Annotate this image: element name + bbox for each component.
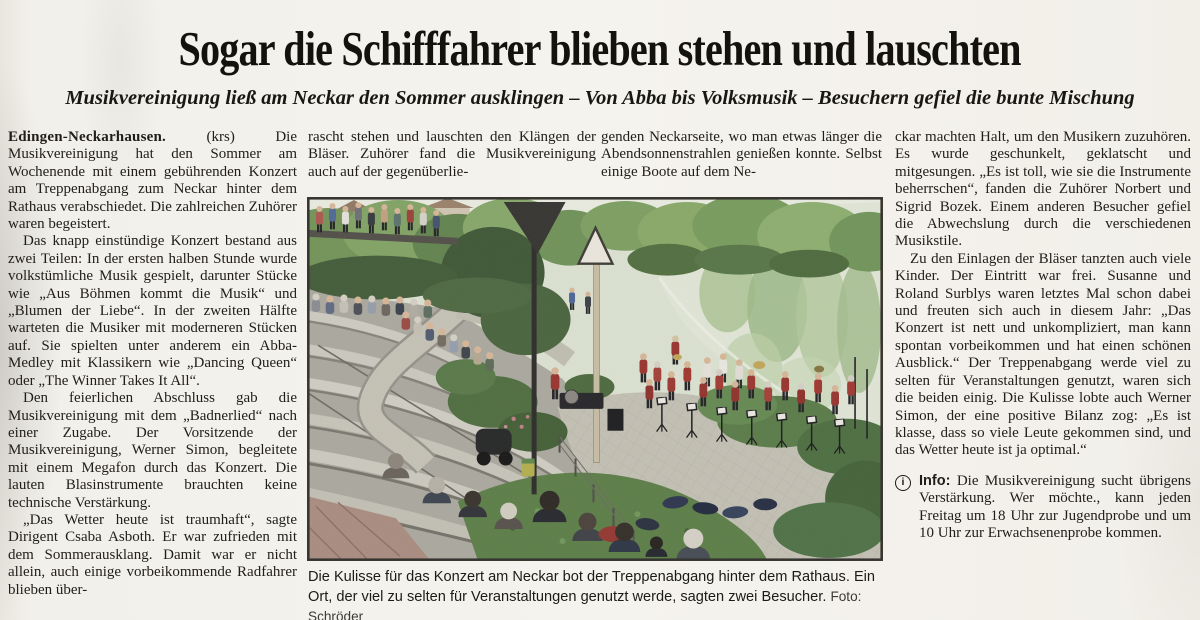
headline: Sogar die Schifffahrer blieben stehen und lauschten (178, 21, 1022, 76)
paragraph: ckar machten Halt, um den Musikern zuzuhören. Es wurde geschunkelt, geklatscht und mitgesungen. „Es ist toll, wie sie die Instrumente beherrschen“, fanden die Zuhörer Norbert und Sigrid Bozek. Einem anderen Besucher gefiel die Abwechslung durch die verschiedenen Musikstile. (895, 129, 1191, 250)
info-text: Info: Die Musikvereinigung sucht übrigens Verstärkung. Wer möchte., kann jeden Freitag um 18 Uhr zur Jugendprobe und um 10 Uhr zur Erwachsenenprobe kommen. (919, 472, 1191, 541)
paragraph: Den feierlichen Abschluss gab die Musikvereinigung mit dem „Badnerlied“ nach einer Zugabe. Der Vorsitzende der Musikvereinigung, Werner Simon, begleitete mit einem Megafon durch das Konzert. Die lauten Blasinstrumente brauchten keine technische Verstärkung. (8, 390, 297, 511)
caption-text: Die Kulisse für das Konzert am Neckar bot der Treppenabgang hinter dem Rathaus. Ein Ort, der viel zu selten für Veranstaltungen genutzt werde, sagten zwei Besucher. (308, 569, 876, 605)
concert-photo-illustration (308, 198, 882, 560)
paragraph-text: Die Musikvereinigung hat den Sommer am Wochenende mit einem gebührenden Konzert am Treppenabgang zum Neckar hinter dem Rathaus verabschiedet. Die zahlreichen Zuhörer waren begeistert. (8, 129, 298, 233)
article-column-1 (8, 129, 297, 599)
paragraph (8, 129, 297, 233)
dateline-code: (krs) (206, 129, 235, 145)
photo-credit: Foto: Schröder (308, 589, 862, 620)
paragraph: Das knapp einstündige Konzert bestand aus zwei Teilen: In der ersten halben Stunde wurde volkstümliche Musik gespielt, darunter Stücke wie „Aus Böhmen kommt die Musik“ und „Blumen der Liebe“. In der zweiten Hälfte warteten die Musiker mit moderneren Stücken auf. Sie spielten unter anderem ein Abba-Medley mit Klassikern wie „Dancing Queen“ oder „The Winner Takes It All“. (8, 233, 297, 389)
paragraph: rascht stehen und lauschten den Klängen der Bläser. Zuhörer fand die Musikvereinigung auch auf der gegenüberlie- (308, 129, 596, 180)
article-column-2 (308, 129, 596, 181)
photo-caption (308, 568, 892, 620)
paragraph: „Das Wetter heute ist traumhaft“, sagte Dirigent Csaba Asboth. Er war zufrieden mit dem Sommerausklang. Damit war er nicht allein, auch einige vorbeikommende Radfahrer blieben über- (8, 511, 297, 598)
halftone-grain (308, 198, 882, 560)
info-box (895, 473, 1191, 543)
paragraph: genden Neckarseite, wo man etwas länger die Abendsonnenstrahlen genießen konnte. Selbst einige Boote auf dem Ne- (601, 129, 882, 180)
info-label: Info: (919, 472, 951, 489)
concert-photo (307, 197, 883, 561)
info-icon: i (895, 475, 911, 491)
article-column-4 (895, 129, 1191, 542)
article-column-3 (601, 129, 882, 181)
subheadline: Musikvereinigung ließ am Neckar den Sommer ausklingen – Von Abba bis Volksmusik – Besuchern gefiel die bunte Mischung (65, 87, 1135, 109)
paragraph: Zu den Einlagen der Bläser tanzten auch viele Kinder. Der Eintritt war frei. Susanne und Roland Surblys waren letztes Mal schon dabei und freuten sich auch in diesem Jahr: „Das Konzert ist nett und unkompliziert, man kann spontan vorbeikommen und hat einen schönen Ausblick.“ Der Treppenabgang werde viel zu selten für Veranstaltungen genutzt, waren sich die beiden einig. Die Kulisse lobte auch Werner Simon, der eine positive Bilanz zog: „Es ist klasse, dass so viele Leute gekommen sind, und das Wetter heute ist ja optimal.“ (895, 250, 1191, 459)
dateline-location: Edingen-Neckarhausen. (8, 129, 166, 145)
